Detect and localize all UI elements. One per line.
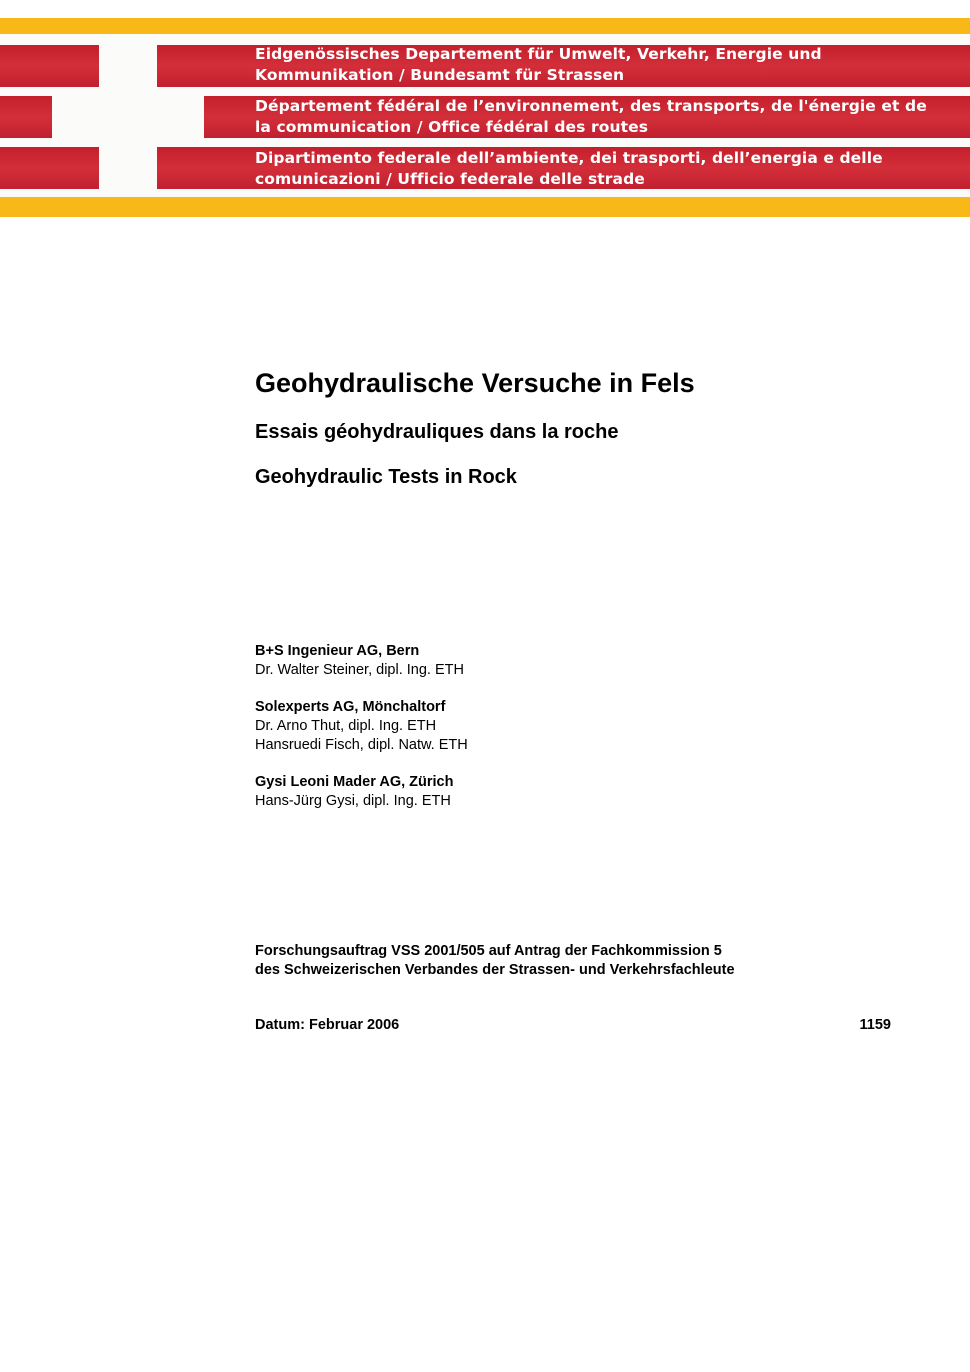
yellow-stripe-top: [0, 18, 970, 34]
author-name: Hans-Jürg Gysi, dipl. Ing. ETH: [255, 793, 451, 809]
research-mandate-line: des Schweizerischen Verbandes der Strassen- und Verkehrsfachleute: [255, 962, 735, 978]
red-bar-left-2: [0, 96, 52, 138]
yellow-stripe-bottom: [0, 197, 970, 217]
department-line: Département fédéral de l’environnement, des transports, de l'énergie et de: [255, 97, 927, 115]
department-name-german: [255, 44, 822, 86]
author-organization: [255, 698, 895, 755]
red-bar-left-3: [0, 147, 99, 189]
author-name: Dr. Walter Steiner, dipl. Ing. ETH: [255, 662, 464, 678]
department-line: Kommunikation / Bundesamt für Strassen: [255, 66, 625, 84]
date-row: [255, 1017, 891, 1033]
department-line: Dipartimento federale dell’ambiente, dei trasporti, dell’energia e delle: [255, 149, 883, 167]
department-line: comunicazioni / Ufficio federale delle strade: [255, 170, 645, 188]
author-organization: [255, 642, 895, 680]
authors-section: [255, 642, 895, 829]
document-title: Geohydraulische Versuche in Fels: [255, 368, 695, 398]
red-bar-left-1: [0, 45, 99, 87]
author-name: Hansruedi Fisch, dipl. Natw. ETH: [255, 737, 468, 753]
research-mandate: [255, 942, 735, 980]
federal-header-banner: [0, 0, 970, 220]
author-organization: [255, 773, 895, 811]
report-number: 1159: [859, 1017, 891, 1033]
document-title-french: Essais géohydrauliques dans la roche: [255, 421, 619, 443]
organization-name: Gysi Leoni Mader AG, Zürich: [255, 774, 454, 790]
author-name: Dr. Arno Thut, dipl. Ing. ETH: [255, 718, 437, 734]
publication-date: Datum: Februar 2006: [255, 1017, 400, 1033]
document-title-english: Geohydraulic Tests in Rock: [255, 466, 517, 488]
department-name-french: [255, 96, 927, 138]
department-line: Eidgenössisches Departement für Umwelt, Verkehr, Energie und: [255, 45, 822, 63]
department-line: la communication / Office fédéral des routes: [255, 118, 649, 136]
research-mandate-line: Forschungsauftrag VSS 2001/505 auf Antrag der Fachkommission 5: [255, 943, 722, 959]
organization-name: B+S Ingenieur AG, Bern: [255, 643, 420, 659]
department-name-italian: [255, 148, 883, 190]
organization-name: Solexperts AG, Mönchaltorf: [255, 699, 446, 715]
